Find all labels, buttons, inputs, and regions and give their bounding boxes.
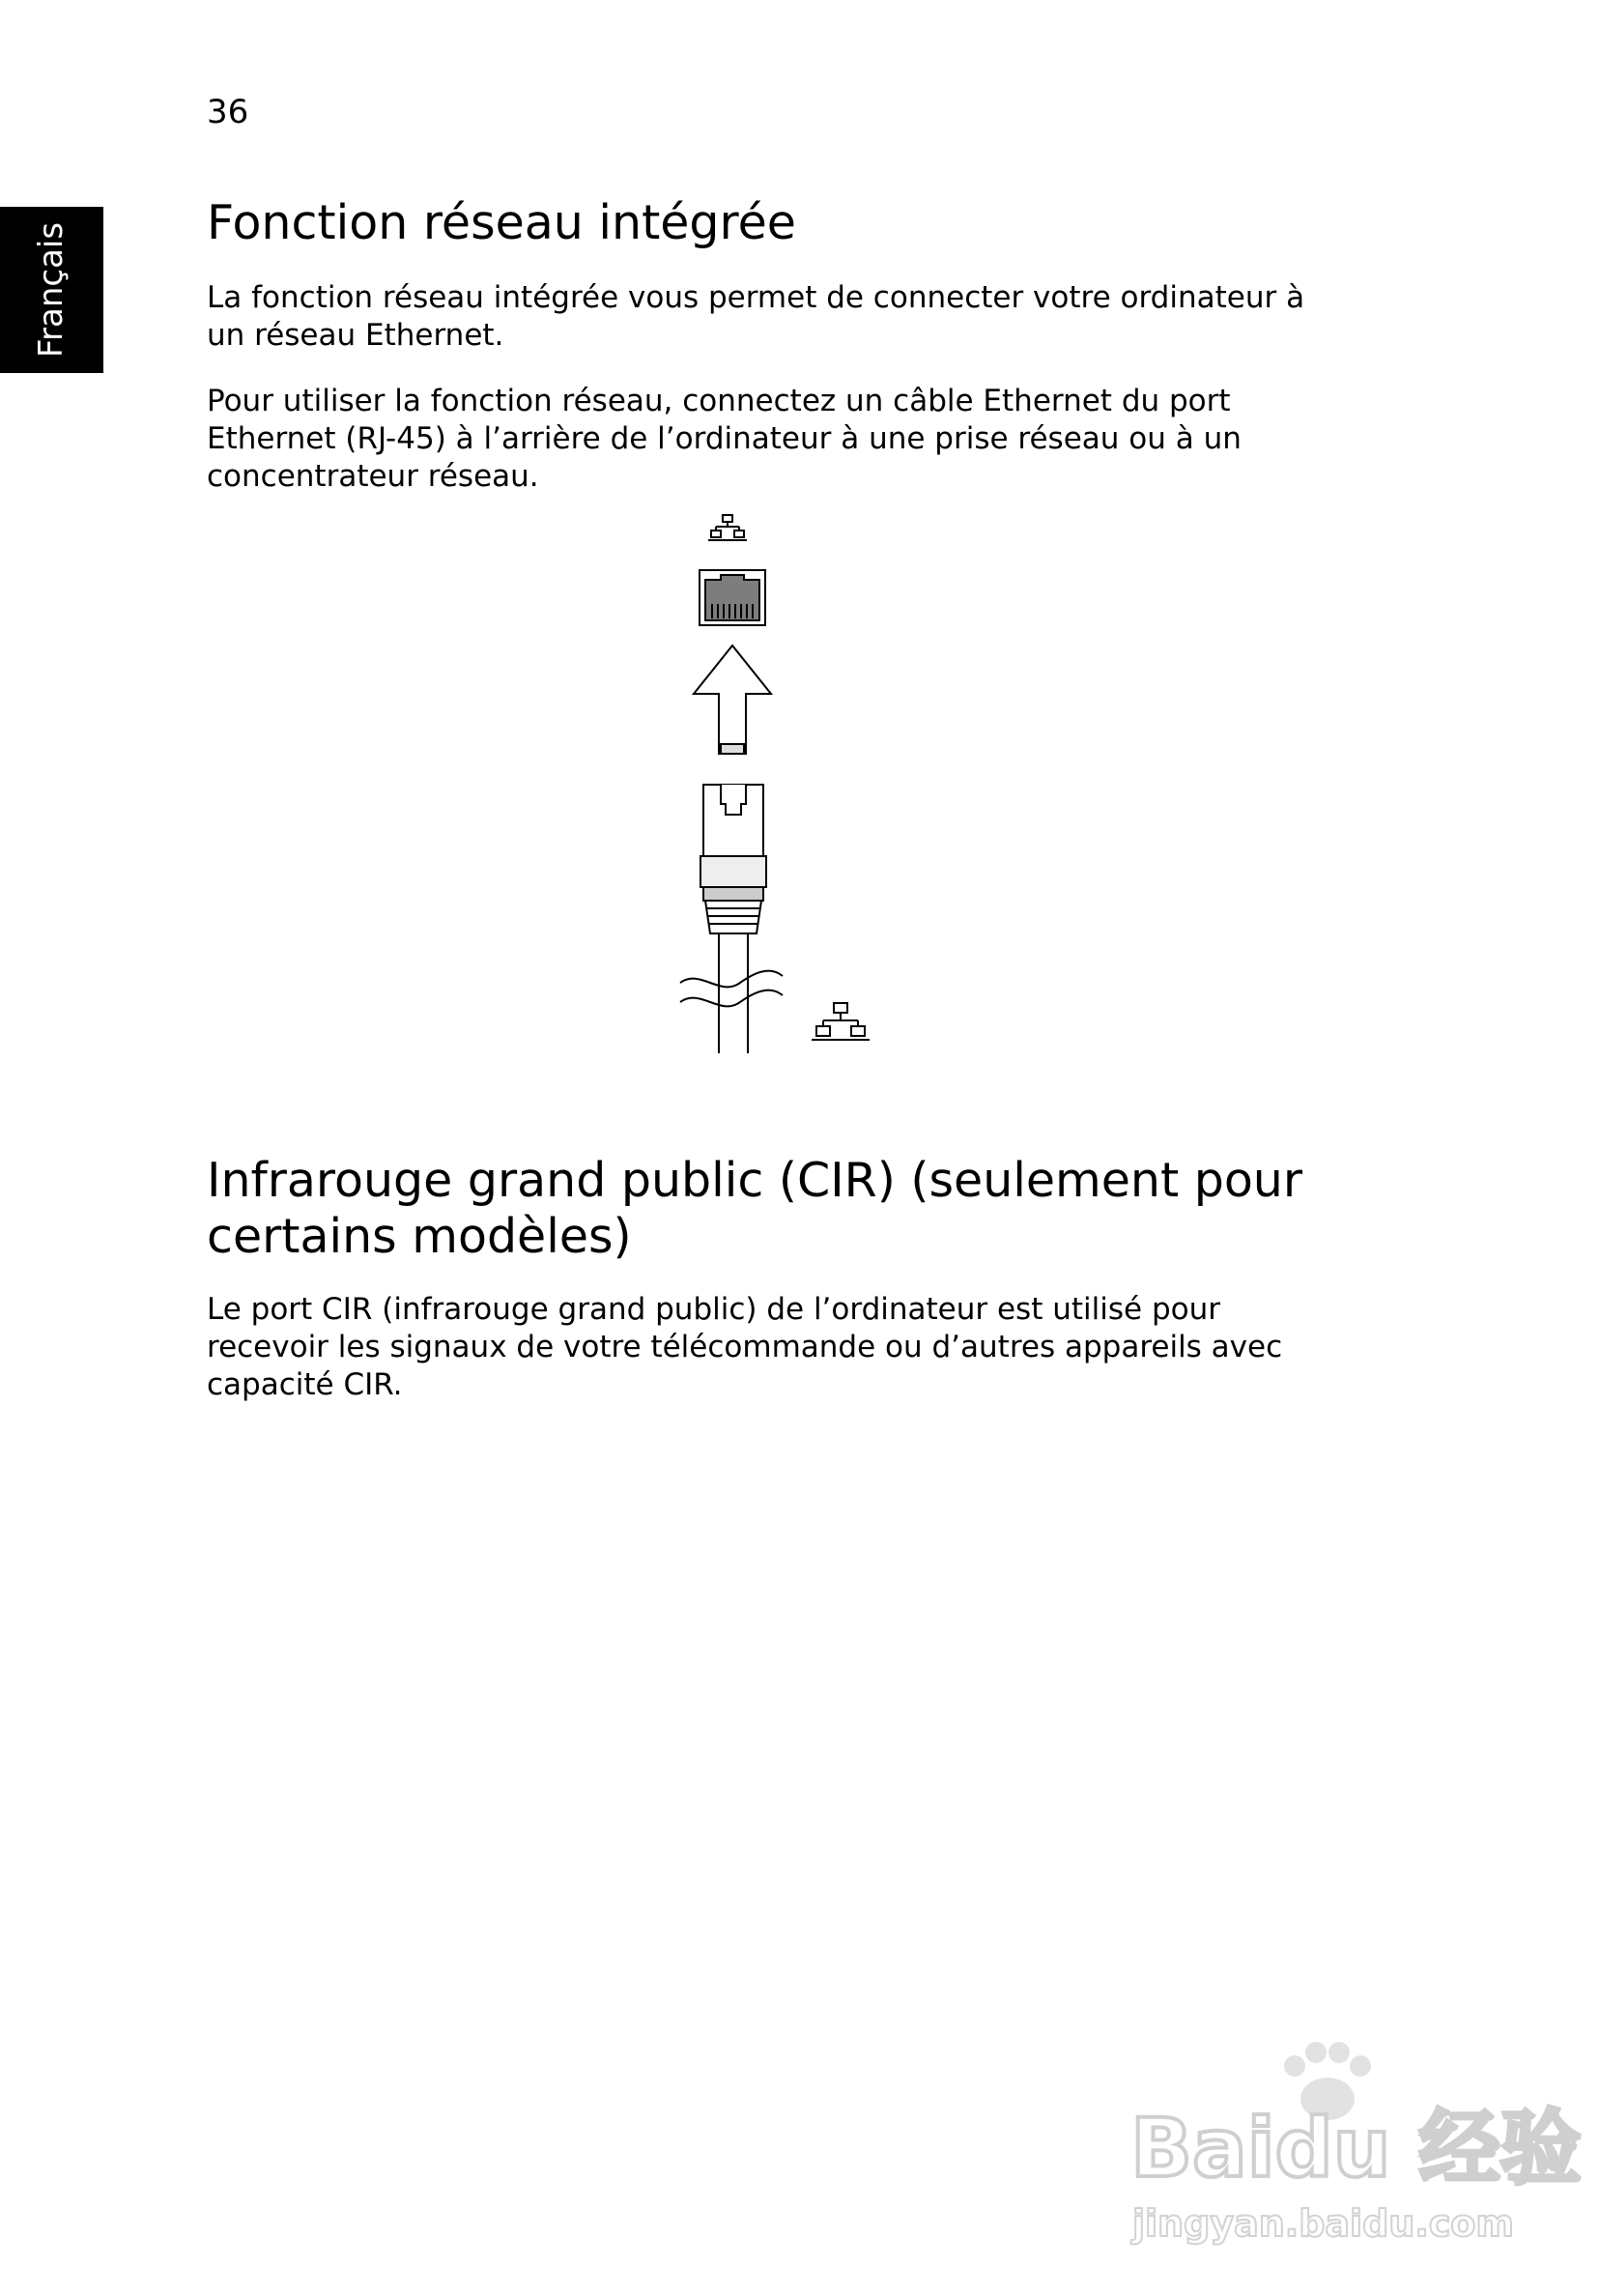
baidu-watermark xyxy=(1121,2029,1582,2261)
language-tab-label: Français xyxy=(32,221,71,359)
section-title-cir: Infrarouge grand public (CIR) (seulement pour certains modèles) xyxy=(207,1153,1303,1264)
network-paragraph-2: Pour utiliser la fonction réseau, connectez un câble Ethernet du port Ethernet (RJ-45) à l’arrière de l’ordinateur à une prise réseau ou à un concentrateur réseau. xyxy=(207,384,1242,494)
cir-paragraph-1: Le port CIR (infrarouge grand public) de l’ordinateur est utilisé pour recevoir les signaux de votre télécommande ou d’autres appareils avec capacité CIR. xyxy=(207,1292,1283,1402)
network-icon xyxy=(708,515,747,540)
language-side-tab xyxy=(0,207,103,373)
rj45-port-icon xyxy=(700,570,765,625)
arrow-up-icon xyxy=(694,646,771,754)
watermark-url: jingyan.baidu.com xyxy=(1132,2202,1514,2245)
ethernet-connection-diagram xyxy=(667,512,899,1063)
page-number: 36 xyxy=(207,93,249,131)
rj45-plug-icon xyxy=(700,785,766,933)
network-icon xyxy=(812,1003,870,1040)
cable-icon xyxy=(680,933,783,1053)
watermark-logo-text: Baidu 经验 xyxy=(1130,2101,1582,2196)
section-title-network: Fonction réseau intégrée xyxy=(207,195,796,250)
network-paragraph-1: La fonction réseau intégrée vous permet de connecter votre ordinateur à un réseau Ethernet. xyxy=(207,280,1305,353)
